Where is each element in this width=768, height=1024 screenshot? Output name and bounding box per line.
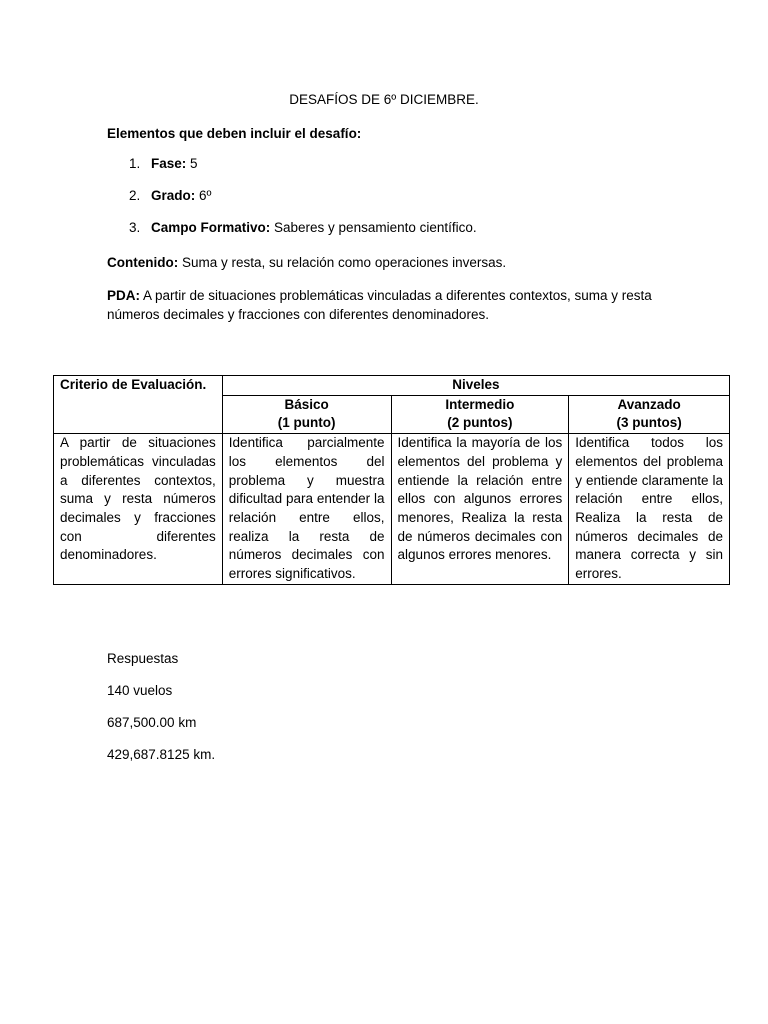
- document-title: DESAFÍOS DE 6º DICIEMBRE.: [289, 92, 479, 107]
- level-header-avanzado: Avanzado (3 puntos): [569, 395, 730, 433]
- level-header-basico: Básico (1 punto): [222, 395, 391, 433]
- table-row: [54, 434, 730, 585]
- avanzado-cell: Identifica todos los elementos del problema y entiende claramente la relación entre ellos, Realiza la resta de números decimales de manera correcta y sin errores.: [569, 434, 730, 585]
- list-item-campo-formativo: 3. Campo Formativo: Saberes y pensamiento científico.: [129, 220, 477, 235]
- pda-paragraph: PDA: A partir de situaciones problemáticas vinculadas a diferentes contextos, suma y resta números decimales y fracciones con diferentes denominadores.: [107, 288, 652, 322]
- respuesta-item: 687,500.00 km: [107, 715, 197, 730]
- respuesta-item: 140 vuelos: [107, 683, 173, 698]
- list-item-grado: 2. Grado: 6º: [129, 188, 212, 203]
- level-header-intermedio: Intermedio (2 puntos): [391, 395, 569, 433]
- criterio-cell: A partir de situaciones problemáticas vinculadas a diferentes contextos, suma y resta números decimales y fracciones con diferentes denominadores.: [54, 434, 223, 585]
- list-item-fase: 1. Fase: 5: [129, 156, 198, 171]
- respuesta-item: 429,687.8125 km.: [107, 747, 216, 762]
- respuestas-heading: Respuestas: [107, 651, 179, 666]
- criterio-header: Criterio de Evaluación.: [54, 376, 223, 434]
- basico-cell: Identifica parcialmente los elementos del problema y muestra dificultad para entender la relación entre ellos, realiza la resta de números decimales con errores significativos.: [222, 434, 391, 585]
- contenido-paragraph: Contenido: Suma y resta, su relación como operaciones inversas.: [107, 255, 507, 270]
- niveles-header: Niveles: [222, 376, 729, 396]
- intermedio-cell: Identifica la mayoría de los elementos del problema y entiende la relación entre ellos con algunos errores menores, Realiza la resta de números decimales con algunos errores menores.: [391, 434, 569, 585]
- elements-heading: Elementos que deben incluir el desafío:: [107, 126, 362, 141]
- evaluation-rubric-table: [53, 375, 730, 585]
